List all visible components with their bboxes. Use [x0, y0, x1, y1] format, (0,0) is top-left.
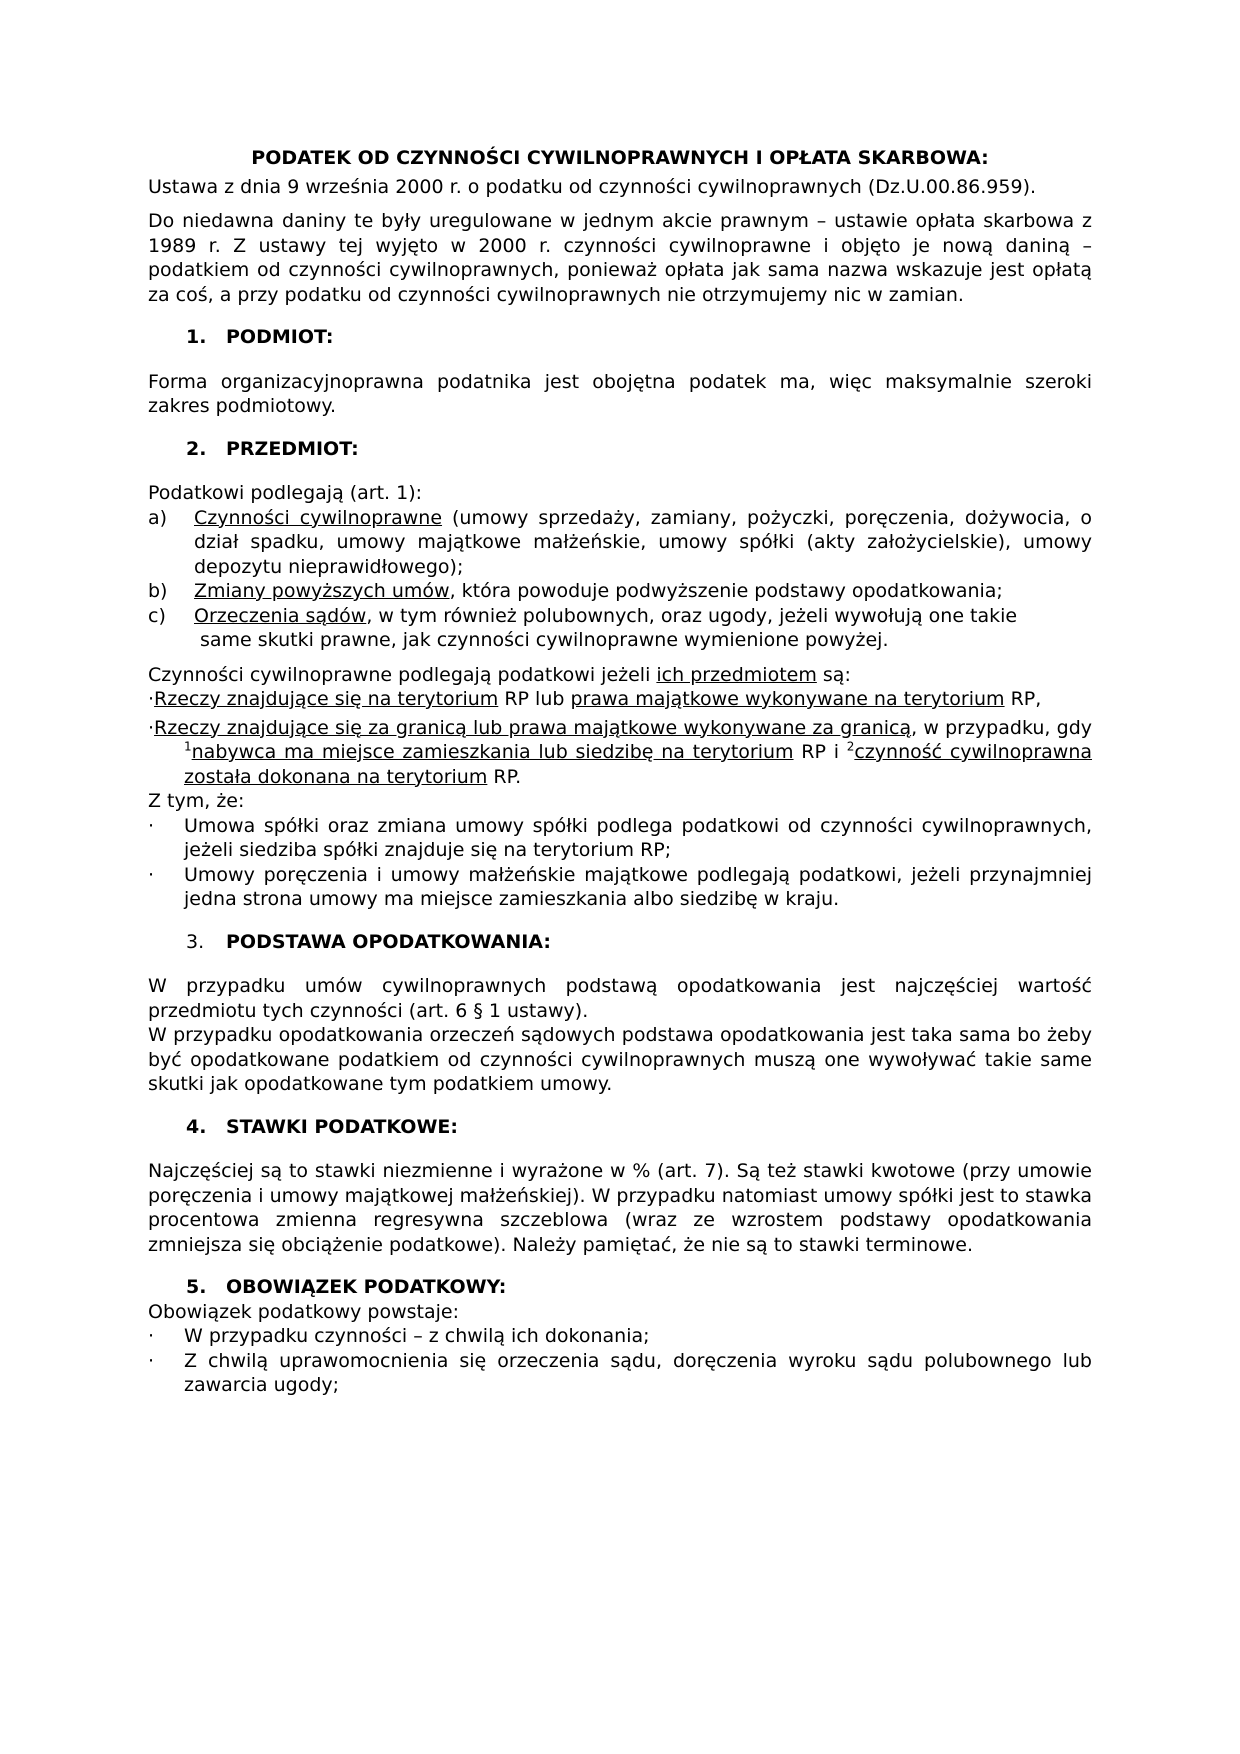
subject-lead-underlined: ich przedmiotem: [656, 663, 817, 686]
rule-2-end: RP.: [487, 765, 522, 788]
section-2-lead: Podatkowi podlegają (art. 1):: [148, 482, 423, 504]
list-c-text: , w tym również polubownych, oraz ugody, jeżeli wywołują one takie: [366, 604, 1018, 627]
list-b-text: , która powoduje podwyższenie podstawy opodatkowania;: [449, 580, 1003, 602]
intro-paragraph: Do niedawna daniny te były uregulowane w jednym akcie prawnym – ustawie opłata skarbowa z 1989 r. Z ustawy tej wyjęto w 2000 r. czynności cywilnoprawne i objęto je nową daniną – podatkiem od czynności cywilnoprawnych, ponieważ opłata jak sama nazwa wskazuje jest opłatą za coś, a przy podatku od czynności cywilnoprawnych nie otrzymujemy nic w zamian.: [148, 210, 1092, 306]
section-5-title: OBOWIĄZEK PODATKOWY:: [226, 1276, 507, 1298]
section-3-number: 3.: [186, 930, 205, 953]
subject-rule-1: [148, 687, 1092, 712]
section-3-text-2: W przypadku opodatkowania orzeczeń sądowych podstawa opodatkowania jest taka sama bo żeby być opodatkowane podatkiem od czynności cywilnoprawnych muszą one wywoływać takie same skutki jak opodatkowane tym podatkiem umowy.: [148, 1024, 1092, 1095]
subject-lead-pre: Czynności cywilnoprawne podlegają podatkowi jeżeli: [148, 663, 657, 686]
section-4-text: Najczęściej są to stawki niezmienne i wyrażone w % (art. 7). Są też stawki kwotowe (przy umowie poręczenia i umowy majątkowej małżeńskiej). W przypadku natomiast umowy spółki jest to stawka procentowa zmienna regresywna szczeblowa (wraz ze wzrostem podstawy opodatkowania zmniejsza się obciążenie podatkowe). Należy pamiętać, że nie są to stawki terminowe.: [148, 1160, 1092, 1256]
rule-2-mid: , w przypadku, gdy: [911, 716, 1092, 739]
list-label-c: c): [148, 604, 166, 627]
list-a-underlined: Czynności cywilnoprawne: [194, 506, 443, 529]
section-1-heading: [148, 325, 1092, 350]
condition-item-1: [148, 814, 1092, 863]
obligation-item-1: [148, 1324, 1092, 1349]
section-4-heading: [148, 1115, 1092, 1140]
subject-lead-post: są:: [816, 663, 851, 686]
list-c-underlined: Orzeczenia sądów: [194, 604, 367, 627]
rule-2-underlined-c: czynność cywilnoprawna została dokonana na terytorium: [184, 741, 1093, 788]
rule-2-underlined-b: nabywca ma miejsce zamieszkania lub siedzibę na terytorium: [191, 741, 794, 763]
section-3-title: PODSTAWA OPODATKOWANIA:: [226, 930, 551, 953]
with-that-lead: Z tym, że:: [148, 790, 245, 812]
obligation-item-2: [148, 1349, 1092, 1398]
subject-rule-2: [148, 716, 1092, 790]
act-reference: Ustawa z dnia 9 września 2000 r. o podatku od czynności cywilnoprawnych (Dz.U.00.86.959).: [148, 175, 1037, 198]
condition-text-1: Umowa spółki oraz zmiana umowy spółki podlega podatkowi od czynności cywilnoprawnych, jeżeli siedziba spółki znajduje się na terytorium RP;: [184, 814, 1092, 861]
condition-item-2: [148, 863, 1092, 912]
section-4-title: STAWKI PODATKOWE:: [226, 1115, 458, 1138]
list-a-text: (umowy sprzedaży, zamiany, pożyczki, poręczenia, dożywocia, o dział spadku, umowy majątkowe małżeńskie, umowy spółki (akty założycielskie), umowy depozytu nieprawidłowego);: [194, 506, 1092, 578]
list-label-a: a): [148, 506, 168, 529]
rule-2-superscript-2: 2: [846, 739, 855, 754]
document-page: [148, 146, 1092, 1398]
section-5-number: 5.: [186, 1276, 207, 1298]
rule-1-mid: RP lub: [498, 688, 571, 710]
list-item-c: [148, 604, 1092, 629]
rule-1-underlined-b: prawa majątkowe wykonywane na terytorium: [570, 688, 1005, 710]
condition-text-2: Umowy poręczenia i umowy małżeńskie majątkowe podlegają podatkowi, jeżeli przynajmniej jedna strona umowy ma miejsce zamieszkania albo siedzibę w kraju.: [184, 863, 1092, 910]
section-2-title: PRZEDMIOT:: [226, 437, 359, 460]
section-5-heading: [148, 1275, 1092, 1300]
obligation-text-2: Z chwilą uprawomocnienia się orzeczenia sądu, doręczenia wyroku sądu polubownego lub zawarcia ugody;: [184, 1349, 1092, 1396]
bullet-dot: ·: [148, 688, 155, 710]
list-item-a: [148, 506, 1092, 580]
list-c-continuation: same skutki prawne, jak czynności cywilnoprawne wymienione powyżej.: [200, 629, 889, 651]
bullet-dot: ·: [148, 814, 155, 837]
rule-2-superscript-1: 1: [184, 739, 192, 754]
bullet-dot: ·: [148, 1325, 155, 1347]
section-1-number: 1.: [186, 326, 207, 348]
section-5-lead: Obowiązek podatkowy powstaje:: [148, 1300, 460, 1323]
list-item-b: [148, 579, 1092, 604]
bullet-dot: ·: [148, 863, 155, 886]
rule-1-underlined-a: Rzeczy znajdujące się na terytorium: [154, 688, 499, 710]
rule-2-underlined-a: Rzeczy znajdujące się za granicą lub prawa majątkowe wykonywane za granicą: [154, 716, 912, 739]
list-label-b: b): [148, 580, 168, 602]
section-3-text-1: W przypadku umów cywilnoprawnych podstawą opodatkowania jest najczęściej wartość przedmiotu tych czynności (art. 6 § 1 ustawy).: [148, 975, 1092, 1022]
document-title: PODATEK OD CZYNNOŚCI CYWILNOPRAWNYCH I OPŁATA SKARBOWA:: [251, 147, 989, 169]
section-2-number: 2.: [186, 437, 207, 460]
subject-lead: [148, 663, 1092, 688]
section-3-heading: [148, 930, 1092, 955]
list-b-underlined: Zmiany powyższych umów: [194, 580, 450, 602]
rule-1-end: RP,: [1004, 688, 1042, 710]
bullet-dot: ·: [148, 1349, 155, 1372]
section-2-heading: [148, 437, 1092, 462]
section-4-number: 4.: [186, 1115, 207, 1138]
rule-2-mid-2: RP i: [793, 741, 847, 763]
bullet-dot: ·: [148, 716, 155, 739]
section-1-text: Forma organizacyjnoprawna podatnika jest obojętna podatek ma, więc maksymalnie szeroki zakres podmiotowy.: [148, 370, 1092, 417]
section-1-title: PODMIOT:: [226, 326, 334, 348]
obligation-text-1: W przypadku czynności – z chwilą ich dokonania;: [184, 1325, 650, 1347]
